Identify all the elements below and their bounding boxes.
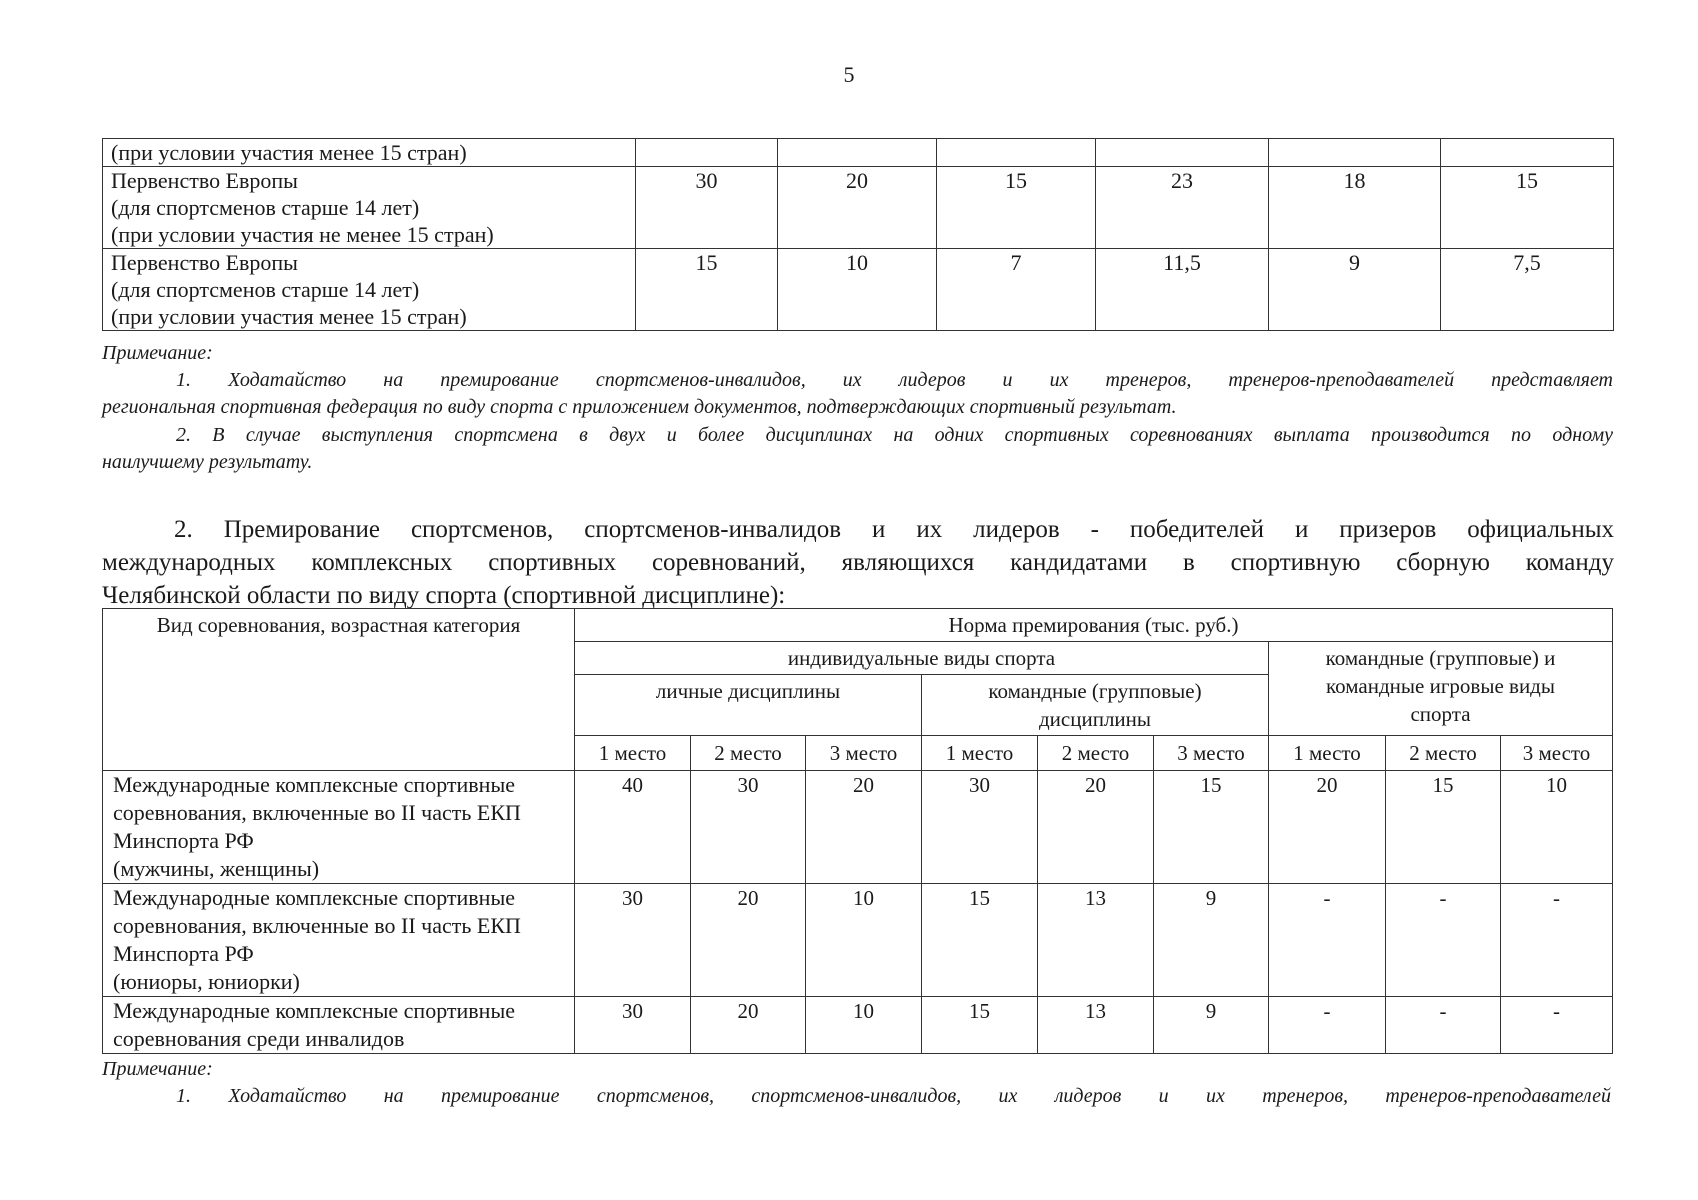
table-cell: - — [1386, 884, 1501, 997]
row-label-line: соревнования, включенные во II часть ЕКП — [113, 913, 521, 938]
table-cell: - — [1269, 884, 1386, 997]
header-individual: индивидуальные виды спорта — [575, 642, 1269, 675]
table-cell: 10 — [778, 249, 937, 331]
table-cell: 23 — [1096, 167, 1269, 249]
row-label-line: Минспорта РФ — [113, 828, 254, 853]
header-norm: Норма премирования (тыс. руб.) — [575, 609, 1613, 642]
header-team-disciplines — [922, 675, 1269, 736]
header-personal: личные дисциплины — [575, 675, 922, 736]
table-cell: 9 — [1154, 884, 1269, 997]
row-label-line: Минспорта РФ — [113, 941, 254, 966]
table-cell: 30 — [575, 997, 691, 1054]
row-label-line: соревнования среди инвалидов — [113, 1026, 405, 1051]
note-2-title: Примечание: — [102, 1058, 213, 1080]
table-cell: 7 — [937, 249, 1096, 331]
table-row — [103, 884, 1613, 997]
row-label — [103, 771, 575, 884]
table-row — [103, 167, 1614, 249]
table-cell: 10 — [806, 884, 922, 997]
table-cell: - — [1269, 997, 1386, 1054]
header-place: 2 место — [1038, 736, 1154, 771]
table-cell: 9 — [1154, 997, 1269, 1054]
row-label — [103, 139, 636, 167]
note-item-1-line-2: региональная спортивная федерация по виду спорта с приложением документов, подтверждающих спортивный результат. — [102, 396, 1177, 418]
table-row — [103, 249, 1614, 331]
table-cell: 10 — [806, 997, 922, 1054]
header-category: Вид соревнования, возрастная категория — [103, 609, 575, 771]
header-place: 2 место — [1386, 736, 1501, 771]
table-cell: 13 — [1038, 997, 1154, 1054]
row-label-line: Международные комплексные спортивные — [113, 885, 516, 910]
table-cell: 7,5 — [1441, 249, 1614, 331]
table-cell — [636, 139, 778, 167]
table-cell: 18 — [1269, 167, 1441, 249]
table-cell: 15 — [1441, 167, 1614, 249]
table-cell: 40 — [575, 771, 691, 884]
row-label-line: Первенство Европы — [111, 168, 298, 193]
row-label — [103, 249, 636, 331]
table-cell: - — [1501, 997, 1613, 1054]
table-cell: 15 — [1386, 771, 1501, 884]
table-cell: - — [1386, 997, 1501, 1054]
row-label — [103, 167, 636, 249]
table-cell: 20 — [691, 884, 806, 997]
header-team-group-line: командные (групповые) и — [1325, 646, 1556, 670]
header-team-disciplines-line: командные (групповые) — [988, 679, 1202, 703]
table-cell — [1269, 139, 1441, 167]
note-item-1-line-1: 1. Ходатайство на премирование спортсменов-инвалидов, их лидеров и их тренеров, тренеров-преподавателей представляет — [176, 369, 1613, 391]
table-cell: 15 — [1154, 771, 1269, 884]
table-cell: 20 — [1038, 771, 1154, 884]
row-label-line: (для спортсменов старше 14 лет) — [111, 277, 420, 302]
table-cell: 15 — [937, 167, 1096, 249]
table-row — [103, 139, 1614, 167]
note-title: Примечание: — [102, 342, 213, 364]
header-team-disciplines-line: дисциплины — [1038, 707, 1152, 731]
table-cell: 15 — [922, 884, 1038, 997]
table-cell: 11,5 — [1096, 249, 1269, 331]
row-label-line: соревнования, включенные во II часть ЕКП — [113, 800, 521, 825]
table-cell: 20 — [691, 997, 806, 1054]
header-place: 1 место — [922, 736, 1038, 771]
header-place: 2 место — [691, 736, 806, 771]
table-cell — [1096, 139, 1269, 167]
table-cell: 30 — [636, 167, 778, 249]
header-team-group-line: спорта — [1410, 702, 1471, 726]
row-label-line: (для спортсменов старше 14 лет) — [111, 195, 420, 220]
note-2-item-1-line-1: 1. Ходатайство на премирование спортсменов, спортсменов-инвалидов, их лидеров и их тренеров, тренеров-преподавателей — [176, 1085, 1611, 1107]
note-item-2-line-2: наилучшему результату. — [102, 451, 313, 473]
row-label-line: Первенство Европы — [111, 250, 298, 275]
table-cell: 9 — [1269, 249, 1441, 331]
header-place: 3 место — [806, 736, 922, 771]
table-cell: 20 — [1269, 771, 1386, 884]
header-team-group-line: командные игровые виды — [1326, 674, 1555, 698]
table-cell: 30 — [575, 884, 691, 997]
table-cell: 10 — [1501, 771, 1613, 884]
row-label-line: (мужчины, женщины) — [113, 856, 320, 881]
header-place: 1 место — [575, 736, 691, 771]
table-cell: 30 — [691, 771, 806, 884]
table-cell — [937, 139, 1096, 167]
table-cell: 15 — [636, 249, 778, 331]
award-table-international — [102, 608, 1613, 1054]
table-cell: 30 — [922, 771, 1038, 884]
section-2-line-2: международных комплексных спортивных соревнований, являющихся кандидатами в спортивную сборную команду — [102, 549, 1614, 576]
table-cell: - — [1501, 884, 1613, 997]
row-label-line: (при условии участия не менее 15 стран) — [111, 222, 494, 247]
row-label — [103, 884, 575, 997]
table-cell: 13 — [1038, 884, 1154, 997]
section-2-line-3: Челябинской области по виду спорта (спортивной дисциплине): — [102, 582, 786, 609]
page-number: 5 — [843, 62, 855, 87]
header-team-group — [1269, 642, 1613, 736]
table-cell: 15 — [922, 997, 1038, 1054]
header-place: 3 место — [1154, 736, 1269, 771]
row-label-line: (юниоры, юниорки) — [113, 969, 300, 994]
row-label — [103, 997, 575, 1054]
section-2-line-1: 2. Премирование спортсменов, спортсменов-инвалидов и их лидеров - победителей и призеров официальных — [174, 516, 1614, 543]
table-row — [103, 771, 1613, 884]
row-label-line: (при условии участия менее 15 стран) — [111, 304, 467, 329]
row-label-line: Международные комплексные спортивные — [113, 772, 516, 797]
row-label-line: Международные комплексные спортивные — [113, 998, 516, 1023]
table-cell — [1441, 139, 1614, 167]
note-item-2-line-1: 2. В случае выступления спортсмена в двух и более дисциплинах на одних спортивных соревнованиях выплата производится по одному — [176, 424, 1613, 446]
table-cell — [778, 139, 937, 167]
table-row — [103, 997, 1613, 1054]
header-place: 1 место — [1269, 736, 1386, 771]
award-table-continued — [102, 138, 1614, 331]
table-cell: 20 — [778, 167, 937, 249]
table-cell: 20 — [806, 771, 922, 884]
header-place: 3 место — [1501, 736, 1613, 771]
row-label-line: (при условии участия менее 15 стран) — [111, 140, 467, 165]
